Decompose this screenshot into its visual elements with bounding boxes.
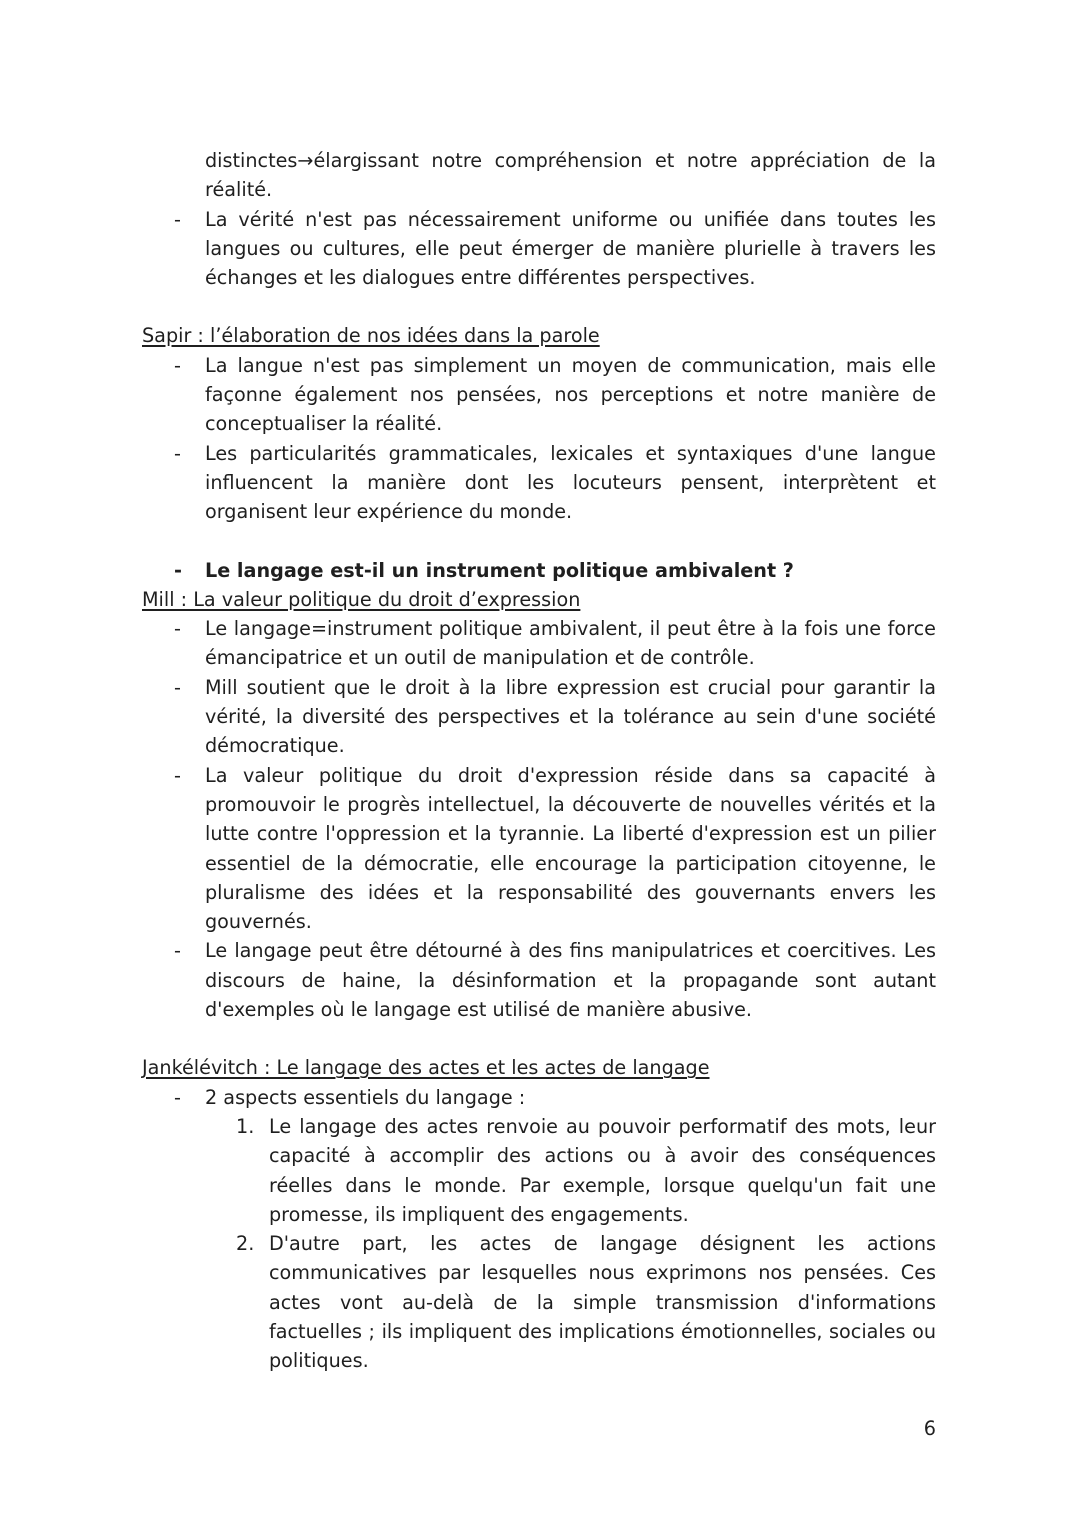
spacer [142, 1024, 936, 1053]
numbered-item [142, 1112, 936, 1229]
page-number: 6 [923, 1417, 936, 1440]
list-item [142, 1083, 936, 1112]
bullet-dash: - [174, 763, 181, 787]
list-item-text: La langue n'est pas simplement un moyen de communication, mais elle façonne également nos pensées, nos perceptions et notre manière de conceptualiser la réalité. [205, 353, 936, 436]
list-item-text: Les particularités grammaticales, lexicales et syntaxiques d'une langue influencent la manière dont les locuteurs pensent, interprètent et organisent leur expérience du monde. [205, 441, 936, 524]
bullet-dash: - [174, 441, 181, 465]
section-heading-jankelevitch: Jankélévitch : Le langage des actes et les actes de langage [142, 1056, 710, 1080]
list-item-text: Le langage=instrument politique ambivalent, il peut être à la fois une force émancipatrice et un outil de manipulation et de contrôle. [205, 617, 936, 670]
list-item [142, 439, 936, 527]
section-heading-mill: Mill : La valeur politique du droit d’expression [142, 587, 581, 611]
item-number: 1. [236, 1114, 255, 1138]
intro-continuation: distinctes→élargissant notre compréhension et notre appréciation de la réalité. [205, 149, 936, 202]
list-item [142, 614, 936, 673]
bullet-dash: - [174, 939, 181, 963]
question-heading [142, 556, 936, 585]
bullet-dash: - [174, 617, 181, 641]
bullet-dash: - [174, 558, 182, 582]
list-item [142, 673, 936, 761]
list-item-text: La valeur politique du droit d'expression réside dans sa capacité à promouvoir le progrès intellectuel, la découverte de nouvelles vérités et la lutte contre l'oppression et la tyrannie. La liberté d'expression est un pilier essentiel de la démocratie, elle encourage la participation citoyenne, le pluralisme des idées et la responsabilité des gouvernants envers les gouvernés. [205, 763, 936, 934]
list-item-text: Mill soutient que le droit à la libre expression est crucial pour garantir la vérité, la diversité des perspectives et la tolérance au sein d'une société démocratique. [205, 675, 936, 758]
bullet-dash: - [174, 207, 181, 231]
bullet-dash: - [174, 1085, 181, 1109]
bullet-dash: - [174, 353, 181, 377]
spacer [142, 292, 936, 321]
list-item-text: 2 aspects essentiels du langage : [205, 1085, 526, 1109]
item-number: 2. [236, 1232, 255, 1256]
list-item-text: Le langage peut être détourné à des fins manipulatrices et coercitives. Les discours de haine, la désinformation et la propagande sont autant d'exemples où le langage est utilisé de manière abusive. [205, 939, 936, 1022]
numbered-item-text: Le langage des actes renvoie au pouvoir performatif des mots, leur capacité à accomplir des actions ou à avoir des conséquences réelles dans le monde. Par exemple, lorsque quelqu'un fait une promesse, ils impliquent des engagements. [269, 1114, 936, 1226]
list-item [142, 761, 936, 937]
list-item [142, 205, 936, 293]
section-heading-sapir: Sapir : l’élaboration de nos idées dans la parole [142, 324, 600, 348]
bullet-dash: - [174, 675, 181, 699]
list-item [142, 351, 936, 439]
numbered-item-text: D'autre part, les actes de langage désignent les actions communicatives par lesquelles nous exprimons nos pensées. Ces actes vont au-delà de la simple transmission d'informations factuelles ; ils impliquent des implications émotionnelles, sociales ou politiques. [269, 1232, 936, 1373]
question-text: Le langage est-il un instrument politique ambivalent ? [205, 558, 794, 582]
list-item [142, 936, 936, 1024]
numbered-item [142, 1229, 936, 1375]
page-content [142, 146, 936, 1376]
list-item-text: La vérité n'est pas nécessairement uniforme ou unifiée dans toutes les langues ou cultures, elle peut émerger de manière plurielle à travers les échanges et les dialogues entre différentes perspectives. [205, 207, 936, 290]
spacer [142, 527, 936, 556]
